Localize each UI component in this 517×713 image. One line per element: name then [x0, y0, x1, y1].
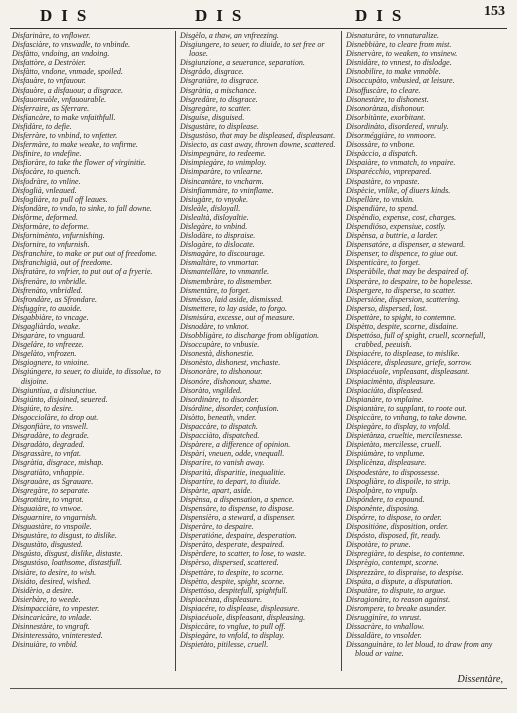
dictionary-entry: Disfrenàre, to vnbridle.	[12, 276, 87, 286]
dictionary-entry: Dispiacéuole, displeasant, displeasing.	[180, 613, 306, 622]
dictionary-entry: Disgiognere, to vnioine.	[12, 358, 90, 368]
dictionary-entry: Disguaiàre, to vnwoe.	[12, 503, 83, 513]
dictionary-entry: Disincaricàre, to vnlade.	[12, 613, 92, 622]
dictionary-entry: Disfarinàre, to vnflower.	[12, 31, 91, 40]
dictionary-entry: Dismésso, laid aside, dismissed.	[180, 294, 284, 304]
dictionary-entry: Disgustàre, to disgust, to dislike.	[12, 531, 117, 541]
dictionary-entry: Dispàrte, apart, aside.	[180, 485, 253, 495]
dictionary-entry: Disoràto, vngilded.	[180, 385, 242, 395]
dictionary-entry: Disgèlo, a thaw, an vnfreezing.	[180, 31, 279, 40]
dictionary-entry: Disonèsto, dishonest, vnchaste.	[180, 358, 281, 368]
dictionary-entry: Dispendióso, expensiue, costly.	[346, 221, 446, 231]
dictionary-entry: Dispettàre, to despite, to scorne.	[180, 567, 284, 577]
dictionary-entry: Disinuiàre, to vnbid.	[12, 640, 78, 650]
dictionary-entry: Disonorànza, dishonour.	[346, 103, 425, 113]
dictionary-entry: Disparità, disparitie, inequalitie.	[180, 467, 286, 477]
dictionary-entry: Disonóre, dishonour, shame.	[180, 376, 272, 386]
dictionary-entry: Disguíse, disguised.	[180, 112, 245, 122]
dictionary-entry: Disgratiàre, to disgrace.	[180, 76, 259, 86]
dictionary-entry: Dissacràre, to vnhallow.	[346, 622, 425, 632]
dictionary-entry: Dispàccio, a dispatch.	[346, 149, 418, 159]
dictionary-entry: Disfauàre, to vnfauour.	[12, 76, 86, 86]
dictionary-entry: Disgradàre, to degrade.	[12, 431, 90, 441]
dictionary-entry: Disgràtia, disgrace, mishap.	[12, 458, 104, 468]
dictionary-entry: Disfattòre, a Destròier.	[12, 58, 86, 68]
dictionary-entry: Dispiacimènto, displeasure.	[346, 376, 436, 386]
dictionary-entry: Disgocciolàre, to drop out.	[12, 412, 99, 422]
dictionary-entry: Dispiùmàre, to vnplume.	[346, 449, 425, 459]
dictionary-entry: Disferraire, as Sferrare.	[12, 103, 90, 113]
dictionary-entry: Disgrottàre, to vngrot.	[12, 494, 84, 504]
dictionary-entry: Disiáto, desired, wished.	[12, 576, 92, 586]
dictionary-entry: Dispiaciúto, displeased.	[346, 385, 424, 395]
dictionary-entry: Dispórre, to dispose, to order.	[346, 512, 442, 522]
dictionary-entry: Disfiancàre, to make vnfaithfull.	[12, 112, 116, 122]
dictionary-entry: Disguastàre, to vnspoile.	[12, 522, 92, 532]
dictionary-entry: Dispènsa, a dispensation, a spence.	[180, 494, 294, 504]
dictionary-entry: Dismentàre, to forget.	[180, 285, 251, 295]
dictionary-entry: Dispàrere, a difference of opinion.	[180, 440, 291, 450]
dictionary-entry: Disgiúnto, disjoined, seuered.	[12, 394, 108, 404]
dictionary-entry: Disgratiàto, vnhappie.	[12, 467, 85, 477]
dictionary-entry: Dispenser, to dispence, to giue out.	[346, 249, 458, 259]
dictionary-entry: Dispósto, disposed, fit, ready.	[346, 531, 441, 541]
dictionary-entry: Disnobilire, to make vnnoble.	[346, 67, 441, 77]
dictionary-entry: Disiugàre, to vnyoke.	[180, 194, 249, 204]
dictionary-entry: Disnebbiàre, to cleare from mist.	[346, 40, 452, 50]
dictionary-entry: Disfàtto, vndone, vnmade, spoiled.	[12, 67, 123, 77]
dictionary-entry: Disperàre, to despaire.	[180, 522, 254, 532]
dictionary-entry: Dispietànza, crueltie, mercilesnesse.	[346, 431, 463, 441]
dictionary-entry: Disfondàre, to vndo, to sinke, to fall downe.	[12, 203, 152, 213]
dictionary-entry: Dispaiàre, to vnmatch, to vnpaire.	[346, 158, 456, 168]
dictionary-entry: Disimpacciàre, to vnpester.	[12, 603, 100, 613]
dictionary-entry: Dislegàre, to vnbind.	[180, 221, 248, 231]
dictionary-entry: Disiàre, to desire, to wish.	[12, 567, 97, 577]
dictionary-entry: Dispotàre, to prune.	[346, 540, 411, 550]
dictionary-entry: Disgrauàre, as Sgrauare.	[12, 476, 94, 486]
dictionary-entry: Disfocàre, to quench.	[12, 167, 81, 177]
column-left	[8, 31, 175, 671]
dictionary-entry: Dispiacéuole, vnpleasant, displeasant.	[346, 367, 470, 377]
dictionary-entry: Disprègio, contempt, scorne.	[346, 558, 439, 568]
dictionary-entry: Dissanguinàre, to let bloud, to draw from any bloud or vaine.	[346, 640, 493, 659]
dictionary-entry: Dispolpàre, to vnpulp.	[346, 485, 418, 495]
dictionary-entry: Disinnestàre, to vngraft.	[12, 622, 90, 632]
dictionary-entry: Disguarnire, to vngarnish.	[12, 512, 98, 522]
dictionary-entry: Dispettàre, to spight, to contemne.	[346, 312, 457, 322]
dictionary-entry: Disonoràre, to dishonour.	[180, 367, 263, 377]
dictionary-entry: Dispiacènza, displeasure.	[180, 594, 263, 604]
dictionary-entry: Disferràre, to vnbind, to vnfetter.	[12, 131, 118, 141]
dictionary-entry: Disgustàre, to displease.	[180, 121, 259, 131]
dictionary-entry: Dispènsa, a buttrie, a larder.	[346, 231, 438, 241]
dictionary-entry: Disfranchigià, out of freedome.	[12, 258, 113, 268]
dictionary-entry: Dispiccàre, to vnglue, to pull off.	[180, 622, 286, 632]
dictionary-entry: Disleàle, disloyall.	[180, 203, 241, 213]
dictionary-entry: Dispersióne, dispersion, scattering.	[346, 294, 460, 304]
dictionary-entry: Dispositióne, disposition, order.	[346, 522, 449, 532]
dictionary-entry: Dispettóso, despitefull, spightfull.	[180, 585, 288, 595]
dictionary-entry: Disonestà, dishonestie.	[180, 349, 254, 359]
dictionary-entry: Disputàre, to dispute, to argue.	[346, 585, 446, 595]
dictionary-entry: Dispergere, to disperse, to scatter.	[346, 285, 456, 295]
dictionary-entry: Disoccupàre, to vnbusie.	[180, 340, 260, 350]
dictionary-entry: Dispaccàre, to dispatch.	[180, 422, 258, 432]
dictionary-entry: Disordinàto, disordered, vnruly.	[346, 121, 449, 131]
dictionary-entry: Disgustàto, disgusted.	[12, 540, 83, 550]
dictionary-entry: Disimparàre, to vnlearne.	[180, 167, 263, 177]
dictionary-entry: Disgeláre, to vnfreeze.	[12, 340, 84, 350]
dictionary-entry: Dispètto, despite, spight, scorne.	[180, 576, 285, 586]
headword-left: DIS	[40, 6, 96, 25]
dictionary-entry: Displicènza, displeasure.	[346, 458, 427, 468]
dictionary-entry: Disgiunzione, a seuerance, separation.	[180, 58, 305, 68]
dictionary-entry: Disfodràre, to vnline.	[12, 176, 81, 186]
dictionary-entry: Disgrassàre, to vnfat.	[12, 449, 82, 459]
dictionary-entry: Disnervàre, to weaken, to vnsinew.	[346, 49, 458, 59]
dictionary-entry: Dispensatóre, a dispenser, a steward.	[346, 240, 466, 250]
dictionary-entry: Disfioràre, to take the flower of virginitie.	[12, 158, 147, 168]
dictionary-entry: Disfermàre, to make weake, to vnfirme.	[12, 140, 138, 150]
dictionary-entry: Dispellàre, to vnskin.	[346, 194, 415, 204]
dictionary-entry: Dispendiàre, to spend.	[346, 203, 419, 213]
dictionary-entry: Dispiccàre, to vnhang, to take downe.	[346, 412, 468, 422]
dictionary-entry: Disgregàre, to scatter.	[180, 103, 251, 113]
dictionary-entry: Dispèrdere, to scatter, to lose, to waste.	[180, 549, 307, 559]
dictionary-entry: Disponènte, disposing.	[346, 503, 420, 513]
dictionary-entry: Disfoglià, vnleaued.	[12, 185, 77, 195]
dictionary-entry: Dispodestàre, to dispossesse.	[346, 467, 440, 477]
dictionary-entry: Dismembràre, to dismember.	[180, 276, 273, 286]
dictionary-entry: Dispartíre, to depart, to diuide.	[180, 476, 281, 486]
dictionary-entry: Dismantellàre, to vnmantle.	[180, 267, 270, 277]
dictionary-entry: Dislodàre, to dispraise.	[180, 231, 256, 241]
dictionary-entry: Disfratàre, to vnfrier, to put out of a fryerie.	[12, 267, 153, 277]
catchword: Dissentàre,	[457, 674, 503, 685]
dictionary-entry: Disfranchíre, to make or put out of freedome.	[12, 249, 157, 259]
dictionary-entry: Dispàri, vneuen, odde, vnequall.	[180, 449, 285, 459]
dictionary-entry: Disperso, dispersed, lost.	[346, 303, 428, 313]
dictionary-entry: Dissaldàre, to vnsolder.	[346, 631, 422, 641]
dictionary-entry: Disgagliàrdo, weake.	[12, 322, 81, 331]
dictionary-entry: Disoffuscàre, to cleare.	[346, 85, 421, 95]
dictionary-entry: Dispèndio, expense, cost, charges.	[346, 212, 457, 222]
dictionary-entry: Disfòrme, deformed.	[12, 212, 78, 222]
dictionary-entry: Disimpegnàre, to redeeme.	[180, 149, 267, 159]
dictionary-entry: Disfogliàre, to pull off leaues.	[12, 194, 108, 204]
dictionary-entry: Disordinàre, to disorder.	[180, 394, 259, 404]
dictionary-entry: Disfàtto, vndoing, an vndoing.	[12, 49, 110, 59]
dictionary-entry: Disfauòre, a disfauour, a disgrace.	[12, 85, 124, 95]
dictionary-entry: Disperàre, to despaire, to be hopelesse.	[346, 276, 473, 286]
dictionary-entry: Disinteressàto, vninterested.	[12, 631, 103, 641]
dictionary-entry: Disorbitànte, exorbitant.	[346, 112, 426, 122]
dictionary-entry: Disfauoreuòle, vnfauourable.	[12, 94, 107, 104]
dictionary-entry: Dispacciàto, dispatched.	[180, 431, 260, 441]
dictionary-entry: Dispietàto, mercilesse, cruell.	[346, 440, 442, 450]
dictionary-entry: Dispètto, despite, scorne, disdaine.	[346, 322, 459, 331]
dictionary-entry: Disfidàre, to defie.	[12, 121, 72, 131]
dictionary-entry: Dispietàto, pitilesse, cruell.	[180, 640, 269, 650]
dictionary-entry: Dispiegàre, to vnfold, to display.	[180, 631, 285, 641]
dictionary-entry: Disformàre, to deforme.	[12, 221, 90, 231]
dictionary-entry: Disorméggiàre, to vnmoore.	[346, 131, 437, 141]
dictionary-entry: Dispècie, vnlike, of diuers kinds.	[346, 185, 451, 195]
dictionary-entry: Dispregiàre, to despise, to contemne.	[346, 549, 465, 559]
dictionary-entry: Dispianàre, to vnplaine.	[346, 394, 424, 404]
dictionary-entry: Disgaràre, to vnguard.	[12, 331, 86, 341]
dictionary-entry: Dispèrso, dispersed, scattered.	[180, 558, 279, 568]
dictionary-entry: Disossàre, to vnbone.	[346, 140, 416, 150]
dictionary-entry: Disobbligàre, to discharge from obligation.	[180, 331, 320, 341]
dictionary-entry: Disoccupàto, vnbusied, at leisure.	[346, 76, 455, 86]
dictionary-entry: Dislealtà, disloyaltie.	[180, 212, 249, 222]
dictionary-entry: Dispóndere, to expound.	[346, 494, 425, 504]
dictionary-entry: Dismaltàre, to vnmortar.	[180, 258, 259, 268]
dictionary-entry: Disparécchio, vnprepared.	[346, 167, 432, 177]
dictionary-entry: Disgústo, disgust, dislike, distaste.	[12, 549, 123, 559]
dictionary-entry: Disgràtia, a mischance.	[180, 85, 257, 95]
dictionary-entry: Disrugginíre, to vnrust.	[346, 613, 422, 622]
dictionary-entry: Dispastàre, to vnpaste.	[346, 176, 420, 186]
page-number: 153	[484, 4, 505, 19]
dictionary-entry: Dispenticàre, to forget.	[346, 258, 421, 268]
dictionary-entry: Disgregàre, to separate.	[12, 485, 90, 495]
dictionary-entry: Disparíre, to vanish away.	[180, 458, 265, 468]
dictionary-entry: Dismagàre, to discourage.	[180, 249, 266, 259]
dictionary-entry: Disfasciàre, to vnswadle, to vnbinde.	[12, 40, 131, 50]
dictionary-entry: Disnodàre, to vnknot.	[180, 322, 250, 331]
dictionary-entry: Disfrondàre, as Sfrondare.	[12, 294, 98, 304]
dictionary-entry: Disimpiegàre, to vnimploy.	[180, 158, 267, 168]
dictionary-entry: Disfornimènto, vnfurnishing.	[12, 231, 105, 241]
dictionary-entry: Disragionàre, to reason against.	[346, 594, 451, 604]
dictionary-entry: Disperatióne, despaire, desperation.	[180, 531, 297, 541]
dictionary-entry: Disprezzàre, to dispraise, to despise.	[346, 567, 464, 577]
dictionary-entry: Disgustóso, loathsome, distastfull.	[12, 558, 123, 568]
column-middle	[175, 31, 342, 671]
headword-center: DIS	[195, 6, 251, 25]
entry-columns	[8, 31, 509, 671]
dictionary-entry: Disrompere, to breake asunder.	[346, 603, 447, 613]
dictionary-entry: Dismisúra, excesse, out of measure.	[180, 312, 295, 322]
headword-right: DIS	[355, 6, 411, 25]
dictionary-entry: Disidèrio, a desire.	[12, 585, 74, 595]
dictionary-entry: Disgiúre, to desire.	[12, 403, 74, 413]
dictionary-entry: Disgonfiàre, to vnswell.	[12, 422, 89, 432]
dictionary-entry: Dispiacére, to displease, displeasure.	[180, 603, 300, 613]
dictionary-entry: Disgiúngere, to seuer, to diuide, to dissolue, to disjoine.	[12, 367, 161, 386]
dictionary-entry: Disgelàto, vnfrozen.	[12, 349, 77, 359]
dictionary-entry: Disòtto, beneath, vnder.	[180, 412, 257, 422]
dictionary-entry: Dispogliàre, to dispoile, to strip.	[346, 476, 451, 486]
column-right	[342, 31, 509, 671]
dictionary-entry: Dispensàre, to dispense, to dispose.	[180, 503, 295, 513]
dictionary-entry: Dislogàre, to dislocate.	[180, 240, 255, 250]
dictionary-entry: Dispensièro, a steward, a dispenser.	[180, 512, 296, 522]
dictionary-entry: Disgiuntíua, a disiunctiue.	[12, 385, 97, 395]
dictionary-entry: Disgradàto, degraded.	[12, 440, 85, 450]
bottom-rule	[10, 688, 507, 689]
dictionary-entry: Disfrenàto, vnbridled.	[12, 285, 83, 295]
dictionary-entry: Disgustòso, that may be displeased, displeasant.	[180, 131, 336, 141]
running-header	[10, 6, 507, 29]
dictionary-entry: Dispiacére, to displease, to mislike.	[346, 349, 460, 359]
dictionary-entry: Disgredàre, to disgrace.	[180, 94, 258, 104]
dictionary-entry: Disinfiammàre, to vninflame.	[180, 185, 274, 195]
dictionary-entry: Disórdine, disorder, confusion.	[180, 403, 279, 413]
dictionary-entry: Dispiantàre, to supplant, to roote out.	[346, 403, 467, 413]
dictionary-entry: Disiecto, as cast away, thrown downe, scattered.	[180, 140, 336, 150]
dictionary-entry: Disfuggíre, to auoide.	[12, 303, 82, 313]
dictionary-entry: Disfinire, to vndefine.	[12, 149, 82, 159]
dictionary-entry: Disgiungere, to seuer, to diuide, to set free or loose.	[180, 40, 325, 59]
dictionary-entry: Dismettere, to lay aside, to forgo.	[180, 303, 287, 313]
dictionary-entry: Disnidàre, to vnnest, to dislodge.	[346, 58, 452, 68]
dictionary-entry: Disonestàre, to dishonest.	[346, 94, 429, 104]
dictionary-entry: Dispúta, a dispute, a disputation.	[346, 576, 453, 586]
dictionary-entry: Disfornire, to vnfurnish.	[12, 240, 90, 250]
dictionary-entry: Disgràdo, disgrace.	[180, 67, 244, 77]
dictionary-entry: Disperàto, desperate, despaired.	[180, 540, 285, 550]
dictionary-entry: Disperàbile, that may be despaired of.	[346, 267, 469, 277]
dictionary-entry: Disincantàre, to vncharm.	[180, 176, 264, 186]
dictionary-entry: Disgabbiàre, to vncage.	[12, 312, 89, 322]
dictionary-entry: Dispettóso, full of spight, cruell, scornefull, crabbed, peeuish.	[346, 331, 486, 350]
dictionary-entry: Dispiàcere, displeasure, griefe, sorrow.	[346, 358, 472, 368]
dictionary-entry: Disnaturàre, to vnnaturalize.	[346, 31, 440, 40]
dictionary-entry: Dispiegàre, to display, to vnfold.	[346, 422, 451, 432]
dictionary-entry: Disierbàre, to weede.	[12, 594, 81, 604]
